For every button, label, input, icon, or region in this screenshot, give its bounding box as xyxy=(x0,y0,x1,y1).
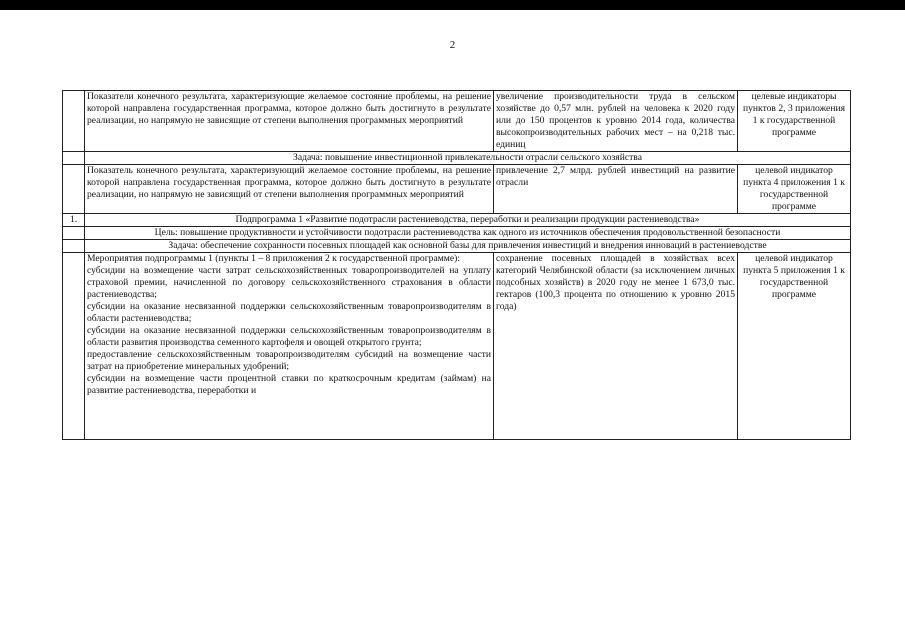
expected-result-cell: сохранение посевных площадей в хозяйствах всех категорий Челябинской области (за исключением личных подсобных хозяйств) в 2020 году не менее 1 673,0 тыс. гектаров (100,3 процента по отношению к уровню 2015 года) xyxy=(494,253,738,440)
row-number-cell: 1. xyxy=(63,214,85,227)
row-number-cell xyxy=(63,91,85,152)
page-number: 2 xyxy=(449,39,456,51)
indicator-description-cell: Показатель конечного результата, характеризующий желаемое состояние проблемы, на решение которой направлена государственная программа, которое должно быть достигнуто в результате реализации, но напрямую не зависящий от степени выполнения программных мероприятий xyxy=(85,165,494,214)
scan-top-border xyxy=(0,0,905,10)
row-number-cell xyxy=(63,152,85,165)
table-row xyxy=(63,227,851,240)
measures-list xyxy=(87,253,491,439)
measures-item: субсидии на возмещение части затрат сельскохозяйственных товаропроизводителей на уплату страховой премии, начисленной по договору сельскохозяйственного страхования в области растениеводства; xyxy=(87,265,491,300)
measures-item: предоставление сельскохозяйственным товаропроизводителям субсидий на возмещение части затрат на приобретение минеральных удобрений; xyxy=(87,349,491,372)
measures-item: субсидии на возмещение части процентной ставки по краткосрочным кредитам (займам) на развитие растениеводства, переработки и xyxy=(87,373,491,396)
measures-item: субсидии на оказание несвязанной поддержки сельскохозяйственным товаропроизводителям в области развития производства семенного картофеля и овощей открытого грунта; xyxy=(87,325,491,348)
table-row xyxy=(63,91,851,152)
table-row xyxy=(63,253,851,440)
row-number-cell xyxy=(63,227,85,240)
subprogram-heading: Подпрограмма 1 «Развитие подотрасли растениеводства, переработки и реализации продукции растениеводства» xyxy=(85,214,851,227)
target-indicator-cell: целевой индикатор пункта 4 приложения 1 к государственной программе xyxy=(738,165,851,214)
measures-item: Мероприятия подпрограммы 1 (пункты 1 – 8 приложения 2 к государственной программе): xyxy=(87,253,460,264)
task-heading: Задача: повышение инвестиционной привлекательности отрасли сельского хозяйства xyxy=(85,152,851,165)
table-row xyxy=(63,152,851,165)
goal-heading: Цель: повышение продуктивности и устойчивости подотрасли растениеводства как одного из источников обеспечения продовольственной безопасности xyxy=(85,227,851,240)
program-table xyxy=(62,90,851,440)
indicator-description-cell: Показатели конечного результата, характеризующие желаемое состояние проблемы, на решение которой направлена государственная программа, которое должно быть достигнуто в результате реализации, но напрямую не зависящие от степени выполнения программных мероприятий xyxy=(85,91,494,152)
expected-result-cell: увеличение производительности труда в сельском хозяйстве до 0,57 млн. рублей на человека к 2020 году или до 150 процентов к уровню 2014 года, количества высокопроизводительных рабочих мест – на 0,218 тыс. единиц xyxy=(494,91,738,152)
measures-cell xyxy=(85,253,494,440)
target-indicator-cell: целевые индикаторы пунктов 2, 3 приложения 1 к государственной программе xyxy=(738,91,851,152)
table-row xyxy=(63,214,851,227)
table-row xyxy=(63,165,851,214)
row-number-cell xyxy=(63,165,85,214)
row-number-cell xyxy=(63,240,85,253)
expected-result-cell: привлечение 2,7 млрд. рублей инвестиций на развитие отрасли xyxy=(494,165,738,214)
task-heading: Задача: обеспечение сохранности посевных площадей как основной базы для привлечения инвестиций и внедрения инноваций в растениеводстве xyxy=(85,240,851,253)
measures-item: субсидии на оказание несвязанной поддержки сельскохозяйственным товаропроизводителям в области растениеводства; xyxy=(87,301,491,324)
table-row xyxy=(63,240,851,253)
row-number-cell xyxy=(63,253,85,440)
target-indicator-cell: целевой индикатор пункта 5 приложения 1 к государственной программе xyxy=(738,253,851,440)
